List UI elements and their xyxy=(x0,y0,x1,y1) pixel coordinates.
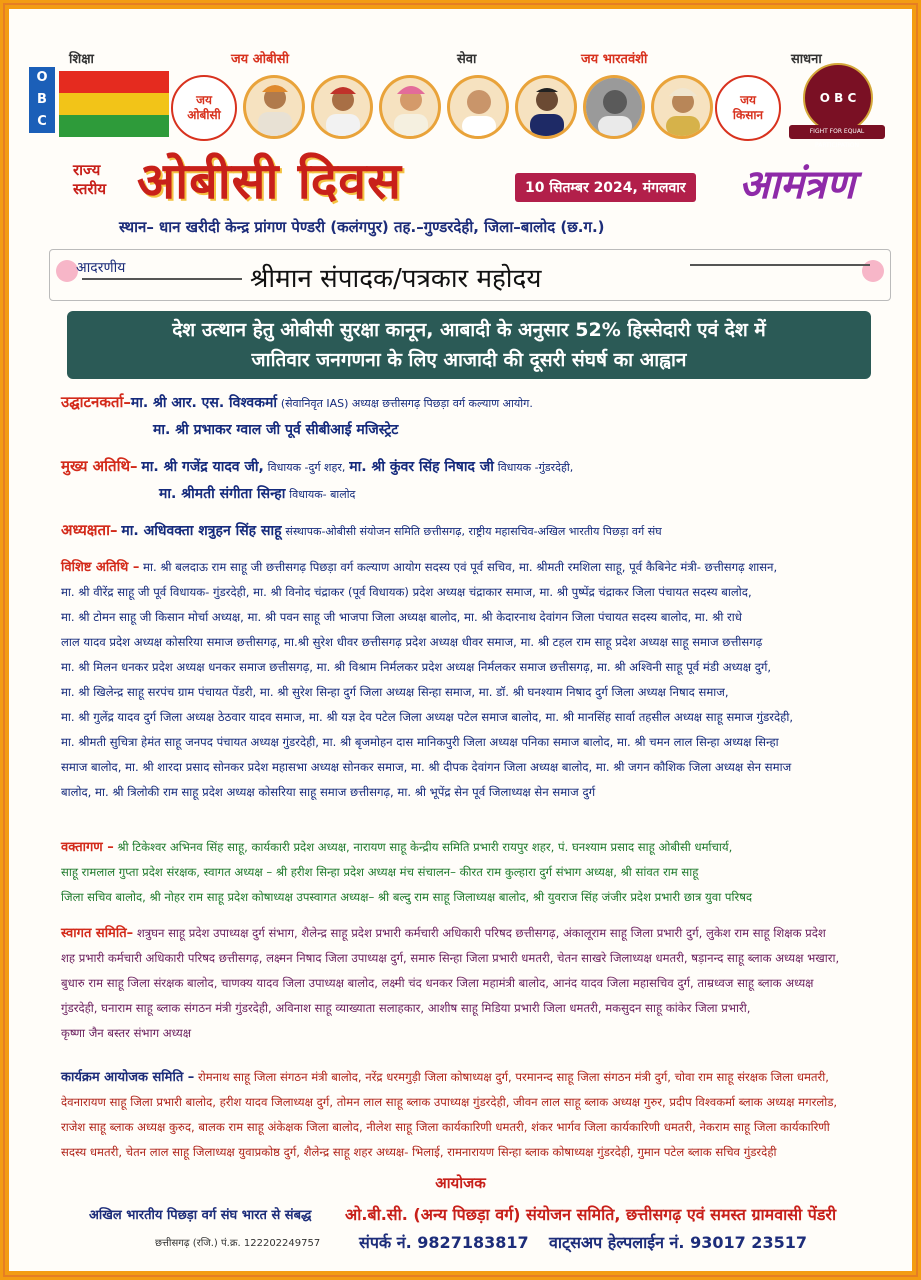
portrait-image xyxy=(651,75,713,139)
title-rajya-startiya xyxy=(73,161,106,199)
flag-yellow-band xyxy=(59,93,169,115)
guest-line: बालोद, मा. श्री त्रिलोकी राम साहू प्रदेश अध्यक्ष कोसरिया साहू समाज छत्तीसगढ़, मा. श्री भूपेंद्र सेन पूर्व जिलाध्यक्ष सेन समाज दुर्ग xyxy=(61,785,596,799)
obc-letter: O xyxy=(36,70,48,85)
member-line: रोमनाथ साहू जिला संगठन मंत्री बालोद, नरेंद्र धरमगुड़ी जिला कोषाध्यक्ष दुर्ग, परमानन्द साहू जिला संगठन मंत्री दुर्ग, चोवा राम साहू संरक्षक जिला धमतरी, xyxy=(197,1070,829,1084)
contact-number: संपर्क नं. 9827183817 xyxy=(359,1233,529,1252)
section-label: वक्तागण – xyxy=(61,840,114,855)
seal-jai-kisan xyxy=(715,75,781,141)
aayojak-heading: आयोजक xyxy=(435,1174,486,1192)
adhyakshata-section xyxy=(61,517,901,545)
venue: स्थान– धान खरीदी केन्द्र प्रांगण पेण्डरी (कलंगपुर) तह.–गुण्डरदेही, जिला–बालोद (छ.ग.) xyxy=(119,218,605,236)
vaktagan-section xyxy=(61,835,897,910)
label-shiksha: शिक्षा xyxy=(69,52,94,67)
swagat-samiti-section xyxy=(61,921,897,1046)
section-label: अध्यक्षता– xyxy=(61,521,118,539)
logo-disc: O B C xyxy=(803,63,873,133)
portrait-row xyxy=(243,75,713,139)
guest-name: मा. अधिवक्ता शत्रुहन सिंह साहू xyxy=(121,523,282,539)
addressee-name: श्रीमान संपादक/पत्रकार महोदय xyxy=(250,264,542,294)
label-seva: सेवा xyxy=(457,52,477,67)
guest-desc: (सेवानिवृत IAS) अध्यक्ष छत्तीसगढ़ पिछड़ा वर्ग कल्याण आयोग. xyxy=(280,397,533,410)
obc-letter: B xyxy=(37,92,47,107)
label-jai-bharatvanshi: जय भारतवंशी xyxy=(581,52,648,67)
registration-number: छत्तीसगढ़ (रजि.) पं.क्र. 122202249757 xyxy=(155,1238,321,1249)
udghatan-section xyxy=(61,389,901,443)
slogan-banner xyxy=(67,311,871,379)
amantran-heading: आमंत्रण xyxy=(739,161,855,208)
guest-line: मा. श्रीमती सुचित्रा हेमंत साहू जनपद पंचायत अध्यक्ष गुंडरदेही, मा. श्री बृजमोहन दास मानिकपुरी जिला अध्यक्ष पनिका समाज बालोद, मा. श्री चमन लाल सिन्हा अध्यक्ष सिन्हा xyxy=(61,735,779,749)
portrait-image xyxy=(379,75,441,139)
guest-desc: विधायक -दुर्ग शहर, xyxy=(267,461,346,474)
guest-name: मा. श्री गजेंद्र यादव जी, xyxy=(141,459,264,475)
guest-desc: विधायक -गुंडरदेही, xyxy=(497,461,574,474)
member-line: सदस्य धमतरी, चेतन लाल साहू जिलाध्यक्ष युवाप्रकोष्ठ दुर्ग, शैलेन्द्र साहू शहर अध्यक्ष- भिलाई, रामनारायण सिन्हा ब्लाक कोषाध्यक्ष गुंडरदेही, गुमान पटेल ब्लाक सचिव गुंडरदेही xyxy=(61,1145,777,1159)
divider xyxy=(82,278,242,280)
label-jai-obc: जय ओबीसी xyxy=(231,52,289,67)
guest-name: मा. श्री आर. एस. विश्वकर्मा xyxy=(130,395,277,411)
portrait-image xyxy=(243,75,305,139)
portrait-image xyxy=(311,75,373,139)
section-label: उद्घाटनकर्ता– xyxy=(61,393,131,411)
guest-line: लाल यादव प्रदेश अध्यक्ष कोसरिया समाज छत्तीसगढ़, मा.श्री सुरेश धीवर छत्तीसगढ़ प्रदेश अध्यक्ष धीवर समाज, मा. श्री टहल राम साहू प्रदेश अध्यक्ष साहू समाज छत्तीसगढ़ xyxy=(61,635,763,649)
seal-line: जय xyxy=(740,93,756,107)
speaker-line: श्री टिकेश्वर अभिनव सिंह साहू, कार्यकारी प्रदेश अध्यक्ष, नारायण साहू केन्द्रीय समिति प्रभारी रायपुर शहर, पं. घनश्याम प्रसाद साहू ओबीसी धर्माचार्य, xyxy=(117,840,733,854)
seal-line: जय xyxy=(196,93,212,107)
flower-icon xyxy=(56,260,78,282)
banner-line: जातिवार जनगणना के लिए आजादी की दूसरी संघर्ष का आह्वान xyxy=(251,349,687,371)
karyakram-samiti-section xyxy=(61,1065,897,1165)
section-label: कार्यक्रम आयोजक समिति – xyxy=(61,1070,195,1085)
speaker-line: साहू रामलाल गुप्ता प्रदेश संरक्षक, स्वागत अध्यक्ष – श्री हरीश सिन्हा प्रदेश अध्यक्ष मंच संचालन– कीरत राम कुल्हारा दुर्ग संभाग अध्यक्ष, श्री सांवत राम साहू xyxy=(61,865,699,879)
seal-line: ओबीसी xyxy=(187,108,221,122)
guest-line: मा. श्री टोमन साहू जी किसान मोर्चा अध्यक्ष, मा. श्री पवन साहू जी भाजपा जिला अध्यक्ष बालोद, मा. श्री केदारनाथ देवांगन जिला पंचायत सदस्य बालोद, मा. श्री राधे xyxy=(61,610,742,624)
vishisht-atithi-section xyxy=(61,555,897,805)
aayojak-samiti: ओ.बी.सी. (अन्य पिछड़ा वर्ग) संयोजन समिति, छत्तीसगढ़ एवं समस्त ग्रामवासी पेंडरी xyxy=(345,1205,837,1224)
event-date: 10 सितम्बर 2024, मंगलवार xyxy=(515,173,696,202)
guest-line: मा. श्री बलदाऊ राम साहू जी छत्तीसगढ़ पिछड़ा वर्ग कल्याण आयोग सदस्य एवं पूर्व सचिव, मा. श्रीमती रमशिला साहू, पूर्व कैबिनेट मंत्री- छत्तीसगढ़ शासन, xyxy=(143,560,778,574)
speaker-line: जिला सचिव बालोद, श्री नोहर राम साहू प्रदेश कोषाध्यक्ष उपस्वागत अध्यक्ष– श्री बल्दु राम साहू जिलाध्यक्ष बालोद, श्री युवराज सिंह जंजीर प्रदेश प्रभारी छात्र युवा परिषद xyxy=(61,890,753,904)
title-rajya: राज्य xyxy=(73,161,101,179)
member-line: शत्रुघन साहू प्रदेश उपाध्यक्ष दुर्ग संभाग, शैलेन्द्र साहू प्रदेश प्रभारी कर्मचारी अधिकारी परिषद छत्तीसगढ़, अंकालूराम साहू जिला प्रभारी दुर्ग, लुकेश राम साहू शिक्षक प्रदेश xyxy=(136,926,826,940)
guest-line: मा. श्री गुलेंद्र यादव दुर्ग जिला अध्यक्ष ठेठवार यादव समाज, मा. श्री यज्ञ देव पटेल जिला अध्यक्ष पटेल समाज बालोद, मा. श्री मानसिंह सार्वा तहसील अध्यक्ष साहू समाज गुंडरदेही, xyxy=(61,710,794,724)
flag-green-band xyxy=(59,115,169,137)
guest-line: मा. श्री वीरेंद्र साहू जी पूर्व विधायक- गुंडरदेही, मा. श्री विनोद चंद्राकर (पूर्व विधायक) प्रदेश अध्यक्ष चंद्राकार समाज, मा. श्री पुष्पेंद्र चंद्राकर जिला पंचायत सदस्य बालोद, xyxy=(61,585,752,599)
seal-line: किसान xyxy=(732,108,764,122)
title-startiya: स्तरीय xyxy=(73,180,107,198)
sangh-affiliation: अखिल भारतीय पिछड़ा वर्ग संघ भारत से संबद्ध xyxy=(89,1208,312,1223)
portrait-image xyxy=(515,75,577,139)
section-label: स्वागत समिति– xyxy=(61,926,134,941)
member-line: शह प्रभारी कर्मचारी अधिकारी परिषद छत्तीसगढ़, लक्ष्मन निषाद जिला उपाध्यक्ष दुर्ग, समारु सिन्हा जिला प्रभारी धमतरी, चेतन साखरे जिलाध्यक्ष धमतरी, षड़ानन्द साहू ब्लाक अध्यक्ष भखारा, xyxy=(61,951,840,965)
logo-ribbon: FIGHT FOR EQUAL PARTICIPATION xyxy=(789,125,885,139)
obc-flag xyxy=(29,67,159,137)
guest-name: मा. श्रीमती संगीता सिन्हा xyxy=(159,486,286,502)
flag-red-band xyxy=(59,71,169,93)
member-line: गुंडरदेही, घनाराम साहू ब्लाक संगठन मंत्री गुंडरदेही, अविनाश साहू व्याख्याता सलाहकार, आशीष साहू मिडिया प्रभारी जिला धमतरी, मकसुदन साहू कांकेर जिला प्रभारी, xyxy=(61,1001,751,1015)
portrait-image xyxy=(583,75,645,139)
guest-name: मा. श्री कुंवर सिंह निषाद जी xyxy=(349,459,494,475)
whatsapp-helpline: वाट्सअप हेल्पलाईन नं. 93017 23517 xyxy=(549,1233,807,1252)
page-title: ओबीसी दिवस xyxy=(137,151,402,210)
member-line: राजेश साहू ब्लाक अध्यक्ष कुरुद, बालक राम साहू अंकेक्षक जिला बालोद, नीलेश साहू जिला कार्यकारिणी धमतरी, शंकर भार्गव जिला कार्यकारिणी धमतरी, नेकराम साहू जिला कार्यकारिणी xyxy=(61,1120,830,1134)
guest-line: समाज बालोद, मा. श्री शारदा प्रसाद सोनकर प्रदेश महासभा अध्यक्ष सोनकर समाज, मा. श्री दीपक देवांगन जिला अध्यक्ष बालोद, मा. श्री जगन कौशिक जिला अध्यक्ष सेन समाज xyxy=(61,760,792,774)
banner-line: देश उत्थान हेतु ओबीसी सुरक्षा कानून, आबादी के अनुसार 52% हिस्सेदारी एवं देश में xyxy=(172,319,766,341)
portrait-image xyxy=(447,75,509,139)
member-line: बुधारु राम साहू जिला संरक्षक बालोद, चाणक्य यादव जिला उपाध्यक्ष बालोद, लक्ष्मी चंद धनकर जिला महामंत्री बालोद, आनंद यादव जिला महासचिव दुर्ग, ताम्रध्वज साहू ब्लाक अध्यक्ष xyxy=(61,976,814,990)
section-label: विशिष्ट अतिथि – xyxy=(61,560,140,575)
mukhya-atithi-section xyxy=(61,453,901,508)
aadarniya-label: आदरणीय xyxy=(76,260,126,276)
guest-desc: संस्थापक-ओबीसी संयोजन समिति छत्तीसगढ़, राष्ट्रीय महासचिव-अखिल भारतीय पिछड़ा वर्ग संघ xyxy=(285,525,662,538)
member-line: देवनारायण साहू जिला प्रभारी बालोद, हरीश यादव जिलाध्यक्ष दुर्ग, तोमन लाल साहू ब्लाक उपाध्यक्ष गुंडरदेही, जीवन लाल साहू ब्लाक अध्यक्ष गुरुर, प्रदीप विश्वकर्मा ब्लाक अध्यक्ष मगरलोड, xyxy=(61,1095,838,1109)
obc-letter: C xyxy=(37,114,47,129)
addressee-box xyxy=(49,249,891,301)
label-sadhna: साधना xyxy=(791,52,822,67)
seal-jai-obc xyxy=(171,75,237,141)
guest-line: मा. श्री मिलन धनकर प्रदेश अध्यक्ष धनकर समाज छत्तीसगढ़, मा. श्री विश्राम निर्मलकर प्रदेश अध्यक्ष निर्मलकर समाज छत्तीसगढ़, मा. श्री अश्विनी साहू पूर्व मंडी अध्यक्ष दुर्ग, xyxy=(61,660,772,674)
guest-line: मा. श्री खिलेन्द्र साहू सरपंच ग्राम पंचायत पेंडरी, मा. श्री सुरेश सिन्हा दुर्ग जिला अध्यक्ष सिन्हा समाज, मा. डॉ. श्री घनश्याम निषाद दुर्ग जिला अध्यक्ष निषाद समाज, xyxy=(61,685,729,699)
member-line: कृष्णा जैन बस्तर संभाग अध्यक्ष xyxy=(61,1026,192,1040)
divider xyxy=(690,264,870,266)
obc-samiti-logo xyxy=(789,63,885,149)
section-label: मुख्य अतिथि– xyxy=(61,457,138,475)
guest-name: मा. श्री प्रभाकर ग्वाल जी पूर्व सीबीआई मजिस्ट्रेट xyxy=(153,422,399,438)
guest-desc: विधायक- बालोद xyxy=(289,488,356,501)
